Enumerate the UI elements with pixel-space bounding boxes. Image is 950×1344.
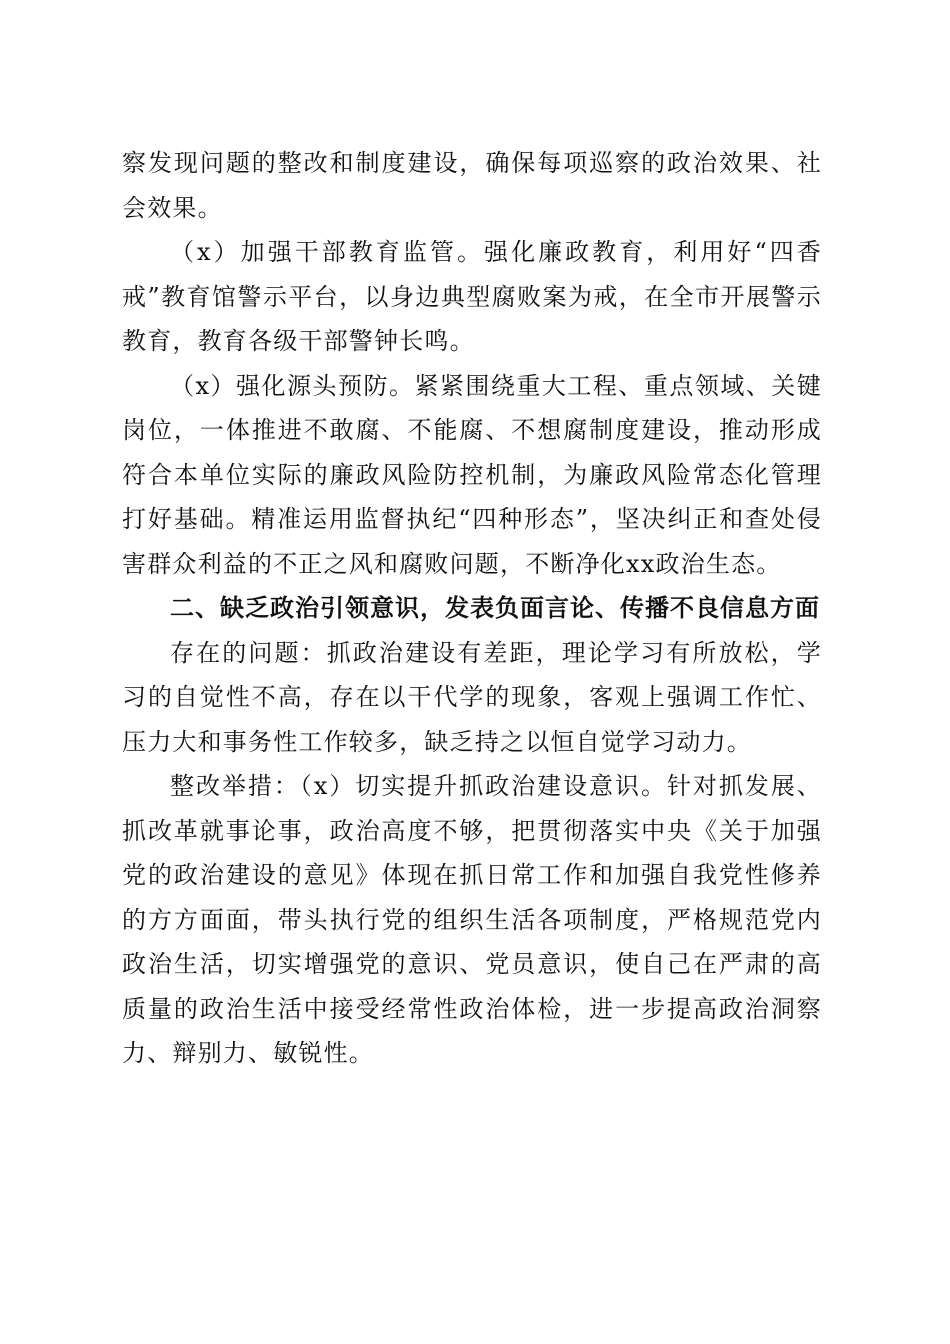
paragraph-source-prevention: （x）强化源头预防。紧紧围绕重大工程、重点领域、关键岗位，一体推进不敢腐、不能腐、不想腐制度建设，推动形成符合本单位实际的廉政风险防控机制，为廉政风险常态化管理打好基础。精准运用监督执纪“四种形态”，坚决纠正和查处侵害群众利益的不正之风和腐败问题，不断净化xx政治生态。 [122, 371, 822, 578]
paragraph-existing-problems: 存在的问题：抓政治建设有差距，理论学习有所放松，学习的自觉性不高，存在以干代学的现象，客观上强调工作忙、压力大和事务性工作较多，缺乏持之以恒自觉学习动力。 [122, 638, 822, 756]
paragraph-rectification-measures: 整改举措：（x）切实提升抓政治建设意识。针对抓发展、抓改革就事论事，政治高度不够，把贯彻落实中央《关于加强党的政治建设的意见》体现在抓日常工作和加强自我党性修养的方方面面，带头执行党的组织生活各项制度，严格规范党内政治生活，切实增强党的意识、党员意识，使自己在严肃的高质量的政治生活中接受经常性政治体检，进一步提高政治洞察力、辩别力、敏锐性。 [122, 772, 822, 1067]
paragraph-cadre-education: （x）加强干部教育监管。强化廉政教育，利用好“四香戒”教育馆警示平台，以身边典型腐败案为戒，在全市开展警示教育，教育各级干部警钟长鸣。 [122, 238, 822, 355]
section-heading-two: 二、缺乏政治引领意识，发表负面言论、传播不良信息方面 [170, 594, 820, 622]
document-page [122, 141, 822, 1076]
paragraph-continuation: 察发现问题的整改和制度建设，确保每项巡察的政治效果、社会效果。 [122, 149, 822, 222]
